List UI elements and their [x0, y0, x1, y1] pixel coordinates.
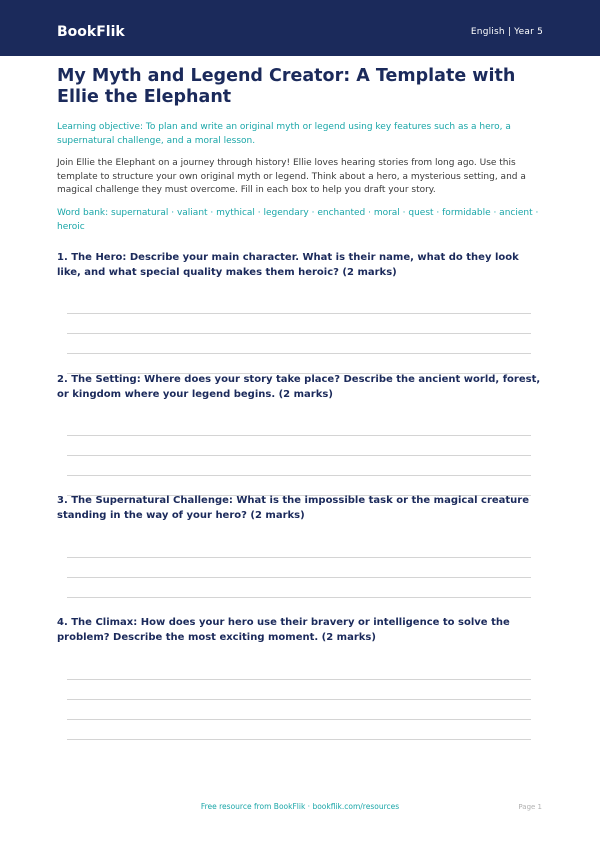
answer-line[interactable] [67, 475, 531, 476]
question-2: 2. The Setting: Where does your story take place? Describe the ancient world, forest, or kingdom where your legend begins. (2 marks) [57, 374, 541, 400]
question-4: 4. The Climax: How does your hero use their bravery or intelligence to solve the problem? Describe the most exciting moment. (2 marks) [57, 617, 510, 643]
word-bank: Word bank: supernatural · valiant · mythical · legendary · enchanted · moral · quest · formidable · ancient · heroic [57, 208, 539, 232]
answer-line[interactable] [67, 435, 531, 436]
header-bar [0, 0, 600, 56]
page-number: Page 1 [518, 803, 542, 811]
answer-line[interactable] [67, 679, 531, 680]
answer-line[interactable] [67, 719, 531, 720]
answer-line[interactable] [67, 577, 531, 578]
question-1: 1. The Hero: Describe your main character. What is their name, what do they look like, and what special quality makes them heroic? (2 marks) [57, 252, 519, 278]
answer-line[interactable] [67, 597, 531, 598]
subject-year-label: English | Year 5 [470, 27, 543, 37]
answer-line[interactable] [67, 557, 531, 558]
answer-line[interactable] [67, 455, 531, 456]
page-title: My Myth and Legend Creator: A Template with Ellie the Elephant [57, 66, 516, 107]
answer-line[interactable] [67, 739, 531, 740]
answer-line[interactable] [67, 333, 531, 334]
intro-paragraph: Join Ellie the Elephant on a journey through history! Ellie loves hearing stories from long ago. Use this template to structure your own original myth or legend. Think about a hero, a mysterious setting, and a magical challenge they must overcome. Fill in each box to help you draft your story. [57, 158, 526, 195]
answer-line[interactable] [67, 699, 531, 700]
question-3: 3. The Supernatural Challenge: What is the impossible task or the magical creature standing in the way of your hero? (2 marks) [57, 495, 530, 521]
answer-line[interactable] [67, 353, 531, 354]
brand-logo[interactable]: BookFlik [57, 24, 125, 40]
footer-resource-link[interactable]: Free resource from BookFlik · bookflik.com/resources [200, 802, 400, 811]
learning-objective: Learning objective: To plan and write an original myth or legend using key features such as a hero, a supernatural challenge, and a moral lesson. [57, 122, 511, 146]
answer-line[interactable] [67, 313, 531, 314]
